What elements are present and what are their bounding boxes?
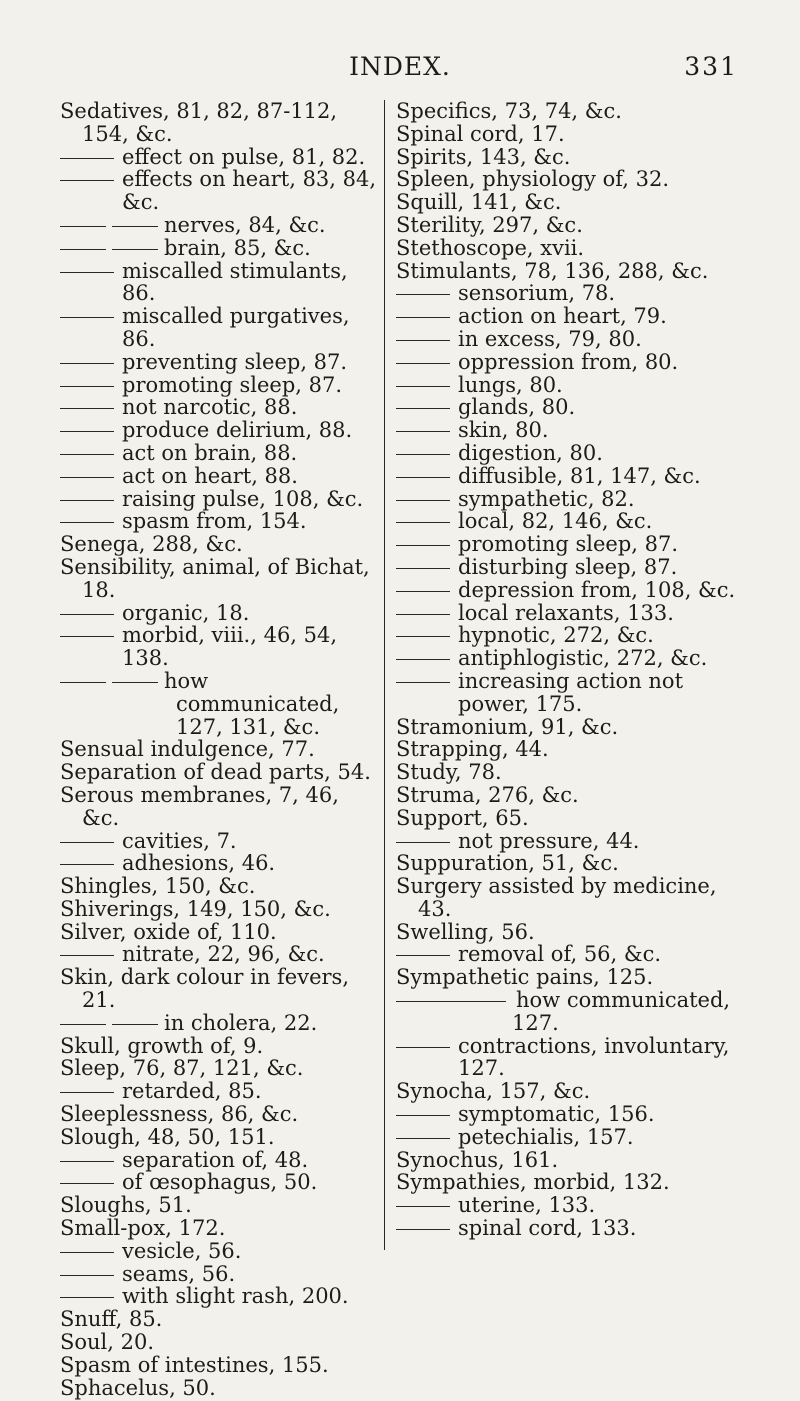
entry-text: with slight rash, 200. <box>122 1284 349 1309</box>
ditto-dash <box>396 477 450 478</box>
ditto-dash <box>60 1024 106 1025</box>
index-subentry <box>396 1217 740 1240</box>
index-entry <box>60 1126 378 1149</box>
ditto-dash <box>396 340 450 341</box>
ditto-dash <box>396 500 450 501</box>
index-subentry <box>60 260 378 306</box>
entry-text: lungs, 80. <box>458 372 563 397</box>
entry-text: effects on heart, 83, 84, &c. <box>122 167 377 215</box>
entry-text: of œsophagus, 50. <box>122 1170 318 1195</box>
index-entry <box>60 1354 378 1377</box>
entry-text: Snuff, 85. <box>60 1307 163 1332</box>
index-subentry <box>396 670 740 716</box>
ditto-dash <box>396 591 450 592</box>
entry-text: Small-pox, 172. <box>60 1216 226 1241</box>
index-subentry <box>60 465 378 488</box>
ditto-dash <box>60 955 114 956</box>
entry-text: Sympathies, morbid, 132. <box>396 1170 670 1195</box>
ditto-dash <box>396 614 450 615</box>
entry-text: Slough, 48, 50, 151. <box>60 1124 275 1149</box>
ditto-dash <box>60 1161 114 1162</box>
index-subentry <box>396 943 740 966</box>
ditto-dash <box>396 386 450 387</box>
entry-text: Sleeplessness, 86, &c. <box>60 1102 299 1127</box>
index-entry <box>396 738 740 761</box>
index-entry <box>60 1057 378 1080</box>
index-subentry <box>396 374 740 397</box>
index-subentry <box>396 602 740 625</box>
entry-text: Sloughs, 51. <box>60 1193 192 1218</box>
column-divider <box>384 100 385 1250</box>
entry-text: seams, 56. <box>122 1261 236 1286</box>
entry-text: act on heart, 88. <box>122 463 298 488</box>
entry-text: nitrate, 22, 96, &c. <box>122 942 325 967</box>
entry-text: effect on pulse, 81, 82. <box>122 144 366 169</box>
ditto-dash <box>60 249 106 250</box>
entry-text: depression from, 108, &c. <box>458 577 736 602</box>
ditto-dash <box>396 363 450 364</box>
index-entry <box>396 1080 740 1103</box>
index-subentry <box>396 579 740 602</box>
index-subentry <box>396 1126 740 1149</box>
entry-text: Soul, 20. <box>60 1330 155 1355</box>
index-column-left <box>60 100 378 1399</box>
index-subentry <box>396 624 740 647</box>
entry-text: Serous membranes, 7, 46, &c. <box>60 782 339 830</box>
index-entry <box>60 921 378 944</box>
entry-text: Specifics, 73, 74, &c. <box>396 99 622 123</box>
index-entry <box>60 1331 378 1354</box>
entry-text: adhesions, 46. <box>122 851 276 876</box>
index-entry <box>60 556 378 602</box>
entry-text: not narcotic, 88. <box>122 395 298 420</box>
entry-text: Support, 65. <box>396 805 529 830</box>
entry-text: Surgery assisted by medicine, 43. <box>396 874 717 921</box>
entry-text: diffusible, 81, 147, &c. <box>458 463 701 488</box>
entry-text: Struma, 276, &c. <box>396 782 579 807</box>
entry-text: act on brain, 88. <box>122 440 298 465</box>
index-subentry <box>60 943 378 966</box>
ditto-dash <box>60 1252 114 1253</box>
index-subentry <box>396 465 740 488</box>
entry-text: increasing action not power, 175. <box>458 668 684 716</box>
index-subentry <box>60 1285 378 1308</box>
ditto-dash <box>396 1047 450 1048</box>
ditto-dash <box>60 636 114 637</box>
entry-text: miscalled stimulants, 86. <box>122 258 348 306</box>
index-subentry <box>60 419 378 442</box>
index-subentry <box>396 533 740 556</box>
index-subentry <box>396 830 740 853</box>
index-subentry <box>60 442 378 465</box>
entry-text: vesicle, 56. <box>122 1238 242 1263</box>
index-entry <box>396 168 740 191</box>
index-entry <box>396 966 740 989</box>
index-subentry <box>396 1194 740 1217</box>
ditto-dash <box>60 386 114 387</box>
index-subentry <box>396 488 740 511</box>
index-subentry <box>60 1080 378 1103</box>
ditto-dash <box>396 294 450 295</box>
index-subentry <box>60 1149 378 1172</box>
entry-text: spasm from, 154. <box>122 509 307 534</box>
index-subentry <box>60 1263 378 1286</box>
ditto-dash <box>60 1092 114 1093</box>
entry-text: Sedatives, 81, 82, 87-112, 154, &c. <box>60 99 338 146</box>
entry-text: petechialis, 157. <box>458 1124 634 1149</box>
ditto-dash <box>60 522 114 523</box>
index-entry <box>396 237 740 260</box>
entry-text: Study, 78. <box>396 760 502 785</box>
entry-text: sensorium, 78. <box>458 281 616 306</box>
ditto-dash <box>396 408 450 409</box>
entry-text: spinal cord, 133. <box>458 1216 637 1241</box>
index-entry <box>60 738 378 761</box>
ditto-dash <box>60 1297 114 1298</box>
index-subentry <box>396 442 740 465</box>
entry-text: how communicated, 127, 131, &c. <box>164 668 340 739</box>
index-entry <box>60 1217 378 1240</box>
index-subentry <box>60 830 378 853</box>
index-subentry <box>60 510 378 533</box>
ditto-dash <box>396 1206 450 1207</box>
entry-text: Stethoscope, xvii. <box>396 235 585 260</box>
entry-text: Separation of dead parts, 54. <box>60 760 371 785</box>
index-entry <box>60 784 378 830</box>
index-subsubentry <box>60 237 378 260</box>
ditto-dash <box>396 659 450 660</box>
entry-text: digestion, 80. <box>458 440 603 465</box>
index-subentry <box>396 1103 740 1126</box>
ditto-dash <box>60 864 114 865</box>
index-entry <box>396 146 740 169</box>
ditto-dash <box>396 454 450 455</box>
index-entry <box>60 1308 378 1331</box>
index-entry <box>60 966 378 1012</box>
ditto-dash <box>60 1183 114 1184</box>
index-entry <box>396 875 740 921</box>
ditto-dash <box>60 477 114 478</box>
ditto-dash <box>60 842 114 843</box>
entry-text: in cholera, 22. <box>164 1010 318 1035</box>
entry-text: Sympathetic pains, 125. <box>396 965 654 990</box>
index-entry <box>396 191 740 214</box>
index-subentry <box>396 510 740 533</box>
ditto-dash <box>60 454 114 455</box>
ditto-dash <box>60 363 114 364</box>
entry-text: Sterility, 297, &c. <box>396 212 583 237</box>
index-subentry <box>60 374 378 397</box>
entry-text: Senega, 288, &c. <box>60 532 243 557</box>
entry-text: Squill, 141, &c. <box>396 190 562 215</box>
entry-text: Skull, growth of, 9. <box>60 1033 264 1058</box>
index-subentry <box>60 488 378 511</box>
ditto-dash <box>396 1138 450 1139</box>
ditto-dash <box>396 955 450 956</box>
index-subentry <box>60 1171 378 1194</box>
entry-text: promoting sleep, 87. <box>458 532 679 557</box>
index-column-right <box>396 100 740 1240</box>
index-entry <box>396 784 740 807</box>
entry-text: Silver, oxide of, 110. <box>60 919 277 944</box>
entry-text: separation of, 48. <box>122 1147 309 1172</box>
ditto-dash <box>60 431 114 432</box>
ditto-dash <box>396 545 450 546</box>
entry-text: in excess, 79, 80. <box>458 326 642 351</box>
entry-text: local, 82, 146, &c. <box>458 509 653 534</box>
entry-text: Shiverings, 149, 150, &c. <box>60 896 331 921</box>
index-subentry <box>60 396 378 419</box>
entry-text: miscalled purgatives, 86. <box>122 304 350 351</box>
entry-text: Spleen, physiology of, 32. <box>396 167 669 192</box>
index-subentry <box>396 556 740 579</box>
ditto-dash <box>60 408 114 409</box>
index-entry <box>396 807 740 830</box>
entry-text: Swelling, 56. <box>396 919 535 944</box>
entry-text: brain, 85, &c. <box>164 235 311 260</box>
entry-text: morbid, viii., 46, 54, 138. <box>122 623 338 671</box>
ditto-dash <box>60 1275 114 1276</box>
entry-text: symptomatic, 156. <box>458 1102 655 1127</box>
entry-text: Sensual indulgence, 77. <box>60 737 315 762</box>
index-subentry <box>396 989 740 1035</box>
ditto-dash <box>60 500 114 501</box>
index-subentry <box>396 419 740 442</box>
entry-text: Sleep, 76, 87, 121, &c. <box>60 1056 304 1081</box>
entry-text: produce delirium, 88. <box>122 418 353 443</box>
entry-text: cavities, 7. <box>122 828 237 853</box>
index-entry <box>60 761 378 784</box>
ditto-dash <box>396 842 450 843</box>
ditto-dash <box>60 226 106 227</box>
entry-text: contractions, involuntary, 127. <box>458 1033 730 1081</box>
ditto-dash <box>60 682 106 683</box>
ditto-dash <box>60 614 114 615</box>
entry-text: disturbing sleep, 87. <box>458 554 678 579</box>
index-subsubentry <box>60 1012 378 1035</box>
index-subentry <box>60 146 378 169</box>
entry-text: uterine, 133. <box>458 1193 596 1218</box>
index-subentry <box>396 647 740 670</box>
page-title: INDEX. <box>349 52 451 81</box>
ditto-dash <box>396 317 450 318</box>
index-subsubentry <box>60 214 378 237</box>
ditto-dash <box>396 1001 506 1002</box>
ditto-dash <box>60 272 114 273</box>
ditto-dash <box>396 1229 450 1230</box>
entry-text: nerves, 84, &c. <box>164 212 326 237</box>
index-subentry <box>396 328 740 351</box>
ditto-dash <box>396 636 450 637</box>
index-entry <box>396 921 740 944</box>
index-entry <box>396 123 740 146</box>
entry-text: Skin, dark colour in fevers, 21. <box>60 965 350 1013</box>
entry-text: Spirits, 143, &c. <box>396 144 571 169</box>
index-subentry <box>396 1035 740 1081</box>
entry-text: Stimulants, 78, 136, 288, &c. <box>396 258 709 283</box>
entry-text: Synochus, 161. <box>396 1147 559 1172</box>
entry-text: not pressure, 44. <box>458 828 640 853</box>
entry-text: Suppuration, 51, &c. <box>396 851 619 876</box>
entry-text: Strapping, 44. <box>396 737 549 762</box>
entry-text: sympathetic, 82. <box>458 486 635 511</box>
entry-text: Spasm of intestines, 155. <box>60 1352 329 1377</box>
index-subentry <box>60 602 378 625</box>
ditto-dash <box>396 682 450 683</box>
index-entry <box>396 1171 740 1194</box>
index-entry <box>60 1377 378 1400</box>
entry-text: local relaxants, 133. <box>458 600 674 625</box>
entry-text: skin, 80. <box>458 418 549 443</box>
index-subentry <box>396 351 740 374</box>
page-header <box>0 52 800 92</box>
index-entry <box>60 1194 378 1217</box>
index-entry <box>396 1149 740 1172</box>
ditto-dash <box>60 317 114 318</box>
ditto-dash <box>396 522 450 523</box>
entry-text: organic, 18. <box>122 600 250 625</box>
entry-text: glands, 80. <box>458 395 576 420</box>
ditto-dash <box>396 568 450 569</box>
ditto-dash <box>396 431 450 432</box>
index-entry <box>60 875 378 898</box>
entry-text: raising pulse, 108, &c. <box>122 486 364 511</box>
index-subentry <box>60 624 378 670</box>
index-subsubentry <box>60 670 378 738</box>
ditto-dash <box>60 180 114 181</box>
ditto-dash <box>112 1024 158 1025</box>
entry-text: removal of, 56, &c. <box>458 942 662 967</box>
entry-text: hypnotic, 272, &c. <box>458 623 654 648</box>
entry-text: Spinal cord, 17. <box>396 121 565 146</box>
index-entry <box>396 260 740 283</box>
ditto-dash <box>112 226 158 227</box>
entry-text: preventing sleep, 87. <box>122 349 348 374</box>
index-subentry <box>396 282 740 305</box>
entry-text: Shingles, 150, &c. <box>60 874 256 899</box>
index-entry <box>396 214 740 237</box>
entry-text: promoting sleep, 87. <box>122 372 343 397</box>
index-subentry <box>60 168 378 214</box>
index-subentry <box>60 852 378 875</box>
index-entry <box>60 533 378 556</box>
index-entry <box>60 1035 378 1058</box>
index-entry <box>60 898 378 921</box>
ditto-dash <box>396 1115 450 1116</box>
entry-text: Stramonium, 91, &c. <box>396 714 619 739</box>
index-entry <box>396 761 740 784</box>
ditto-dash <box>112 682 158 683</box>
entry-text: retarded, 85. <box>122 1079 262 1104</box>
entry-text: how communicated, 127. <box>512 988 731 1035</box>
entry-text: Sphacelus, 50. <box>60 1375 216 1400</box>
index-subentry <box>60 1240 378 1263</box>
index-entry <box>60 1103 378 1126</box>
index-entry <box>60 100 378 146</box>
index-entry <box>396 716 740 739</box>
index-subentry <box>60 351 378 374</box>
index-subentry <box>396 305 740 328</box>
entry-text: Synocha, 157, &c. <box>396 1079 591 1104</box>
ditto-dash <box>112 249 158 250</box>
entry-text: oppression from, 80. <box>458 349 679 374</box>
index-subentry <box>60 305 378 351</box>
index-subentry <box>396 396 740 419</box>
entry-text: action on heart, 79. <box>458 304 667 329</box>
index-entry <box>396 100 740 123</box>
ditto-dash <box>60 158 114 159</box>
entry-text: Sensibility, animal, of Bichat, 18. <box>60 554 370 602</box>
entry-text: antiphlogistic, 272, &c. <box>458 646 708 671</box>
page-number: 331 <box>684 52 738 81</box>
index-entry <box>396 852 740 875</box>
